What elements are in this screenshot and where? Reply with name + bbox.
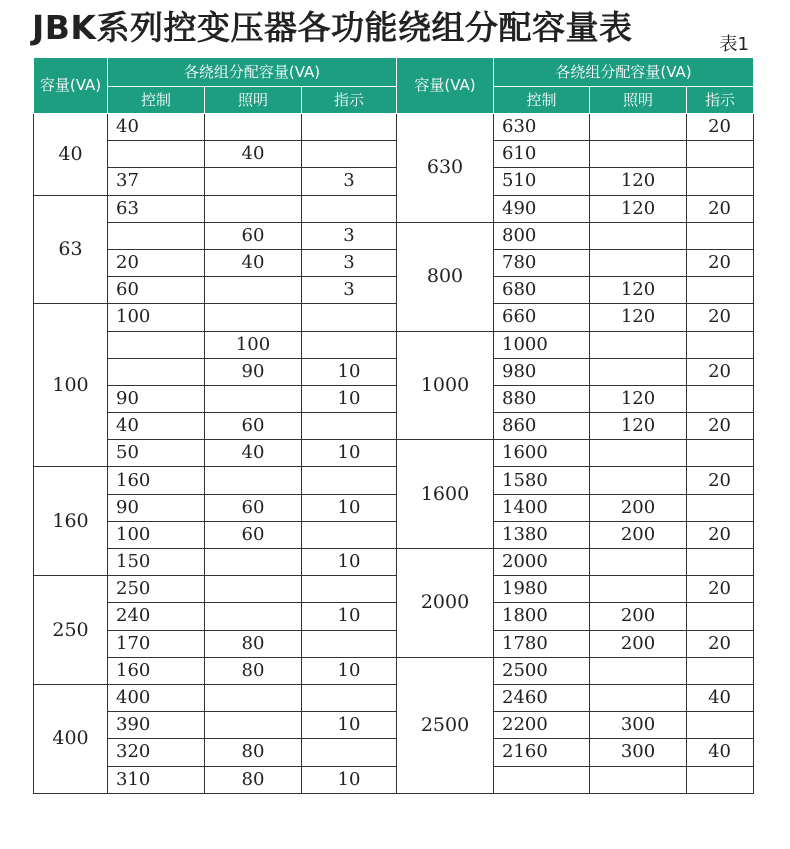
right-indicator-cell: 20 xyxy=(687,249,754,276)
left-control-cell: 310 xyxy=(108,766,205,793)
right-control-cell: 2000 xyxy=(494,549,590,576)
right-indicator-cell xyxy=(687,603,754,630)
left-indicator-cell: 10 xyxy=(302,712,397,739)
left-indicator-cell xyxy=(302,195,397,222)
left-lighting-cell: 40 xyxy=(205,440,302,467)
left-lighting-cell: 80 xyxy=(205,657,302,684)
right-indicator-cell: 40 xyxy=(687,684,754,711)
right-control-cell: 2500 xyxy=(494,657,590,684)
header-indicator-right: 指示 xyxy=(687,87,754,114)
left-lighting-cell: 60 xyxy=(205,494,302,521)
left-indicator-cell: 10 xyxy=(302,358,397,385)
left-control-cell: 37 xyxy=(108,168,205,195)
left-lighting-cell xyxy=(205,549,302,576)
left-control-cell: 20 xyxy=(108,249,205,276)
right-control-cell: 2200 xyxy=(494,712,590,739)
right-lighting-cell: 120 xyxy=(590,385,687,412)
right-indicator-cell xyxy=(687,440,754,467)
left-indicator-cell: 3 xyxy=(302,249,397,276)
right-lighting-cell: 300 xyxy=(590,739,687,766)
right-lighting-cell xyxy=(590,440,687,467)
left-lighting-cell xyxy=(205,576,302,603)
left-control-cell: 160 xyxy=(108,657,205,684)
right-control-cell: 800 xyxy=(494,222,590,249)
left-capacity-cell: 160 xyxy=(34,467,108,576)
left-control-cell: 170 xyxy=(108,630,205,657)
left-indicator-cell: 10 xyxy=(302,603,397,630)
left-control-cell: 63 xyxy=(108,195,205,222)
left-lighting-cell: 60 xyxy=(205,222,302,249)
table-row xyxy=(34,168,754,195)
right-control-cell: 630 xyxy=(494,114,590,141)
table-row xyxy=(34,467,754,494)
table-label: 表1 xyxy=(719,34,749,55)
right-indicator-cell: 20 xyxy=(687,114,754,141)
right-control-cell: 680 xyxy=(494,277,590,304)
table-row xyxy=(34,141,754,168)
right-indicator-cell: 20 xyxy=(687,521,754,548)
left-indicator-cell xyxy=(302,739,397,766)
right-lighting-cell xyxy=(590,141,687,168)
right-capacity-cell: 1600 xyxy=(397,440,494,549)
right-lighting-cell xyxy=(590,358,687,385)
right-lighting-cell: 300 xyxy=(590,712,687,739)
left-lighting-cell xyxy=(205,195,302,222)
left-lighting-cell xyxy=(205,304,302,331)
left-lighting-cell: 80 xyxy=(205,630,302,657)
left-control-cell xyxy=(108,222,205,249)
right-capacity-cell: 2500 xyxy=(397,657,494,793)
right-indicator-cell xyxy=(687,222,754,249)
right-lighting-cell xyxy=(590,249,687,276)
right-lighting-cell: 120 xyxy=(590,304,687,331)
table-row xyxy=(34,684,754,711)
right-control-cell: 610 xyxy=(494,141,590,168)
header-lighting-left: 照明 xyxy=(205,87,302,114)
header-capacity-right: 容量(VA) xyxy=(397,58,494,114)
right-lighting-cell xyxy=(590,467,687,494)
left-lighting-cell: 60 xyxy=(205,413,302,440)
right-indicator-cell: 20 xyxy=(687,467,754,494)
header-control-right: 控制 xyxy=(494,87,590,114)
right-lighting-cell: 200 xyxy=(590,603,687,630)
header-capacity-left: 容量(VA) xyxy=(34,58,108,114)
right-capacity-cell: 800 xyxy=(397,222,494,331)
left-control-cell: 150 xyxy=(108,549,205,576)
right-capacity-cell: 630 xyxy=(397,114,494,223)
left-indicator-cell xyxy=(302,304,397,331)
left-control-cell: 100 xyxy=(108,521,205,548)
right-indicator-cell xyxy=(687,168,754,195)
header-group-left: 各绕组分配容量(VA) xyxy=(108,58,397,87)
left-control-cell: 250 xyxy=(108,576,205,603)
table-row xyxy=(34,494,754,521)
left-control-cell: 50 xyxy=(108,440,205,467)
left-lighting-cell xyxy=(205,277,302,304)
left-capacity-cell: 250 xyxy=(34,576,108,685)
left-indicator-cell xyxy=(302,114,397,141)
left-lighting-cell: 90 xyxy=(205,358,302,385)
left-control-cell: 90 xyxy=(108,494,205,521)
right-indicator-cell xyxy=(687,549,754,576)
table-row xyxy=(34,630,754,657)
table-row xyxy=(34,331,754,358)
table-row xyxy=(34,114,754,141)
left-lighting-cell: 60 xyxy=(205,521,302,548)
table-row xyxy=(34,766,754,793)
right-lighting-cell: 200 xyxy=(590,630,687,657)
left-indicator-cell: 10 xyxy=(302,440,397,467)
subheader-row xyxy=(34,87,754,114)
table-row xyxy=(34,440,754,467)
left-indicator-cell: 10 xyxy=(302,657,397,684)
right-control-cell xyxy=(494,766,590,793)
right-indicator-cell xyxy=(687,712,754,739)
right-indicator-cell xyxy=(687,385,754,412)
left-lighting-cell: 40 xyxy=(205,249,302,276)
left-lighting-cell: 40 xyxy=(205,141,302,168)
capacity-table xyxy=(33,57,754,794)
right-indicator-cell xyxy=(687,331,754,358)
left-control-cell: 90 xyxy=(108,385,205,412)
right-control-cell: 2160 xyxy=(494,739,590,766)
right-indicator-cell xyxy=(687,141,754,168)
left-indicator-cell xyxy=(302,684,397,711)
left-indicator-cell: 10 xyxy=(302,549,397,576)
right-lighting-cell xyxy=(590,114,687,141)
right-indicator-cell: 20 xyxy=(687,358,754,385)
right-indicator-cell: 20 xyxy=(687,576,754,603)
left-indicator-cell xyxy=(302,331,397,358)
right-control-cell: 860 xyxy=(494,413,590,440)
left-indicator-cell xyxy=(302,630,397,657)
left-lighting-cell xyxy=(205,467,302,494)
right-indicator-cell: 20 xyxy=(687,630,754,657)
left-capacity-cell: 63 xyxy=(34,195,108,304)
right-indicator-cell: 40 xyxy=(687,739,754,766)
left-control-cell: 160 xyxy=(108,467,205,494)
left-indicator-cell: 3 xyxy=(302,277,397,304)
right-control-cell: 1780 xyxy=(494,630,590,657)
table-row xyxy=(34,413,754,440)
table-row xyxy=(34,739,754,766)
right-indicator-cell xyxy=(687,494,754,521)
left-lighting-cell xyxy=(205,712,302,739)
left-control-cell: 320 xyxy=(108,739,205,766)
header-group-right: 各绕组分配容量(VA) xyxy=(494,58,754,87)
right-indicator-cell xyxy=(687,657,754,684)
left-lighting-cell: 100 xyxy=(205,331,302,358)
left-lighting-cell: 80 xyxy=(205,739,302,766)
left-control-cell: 240 xyxy=(108,603,205,630)
table-row xyxy=(34,195,754,222)
right-control-cell: 880 xyxy=(494,385,590,412)
table-row xyxy=(34,576,754,603)
left-capacity-cell: 400 xyxy=(34,684,108,793)
left-indicator-cell xyxy=(302,141,397,168)
right-control-cell: 1380 xyxy=(494,521,590,548)
left-control-cell: 40 xyxy=(108,413,205,440)
right-lighting-cell: 120 xyxy=(590,168,687,195)
right-lighting-cell xyxy=(590,657,687,684)
page-title: JBK系列控变压器各功能绕组分配容量表 xyxy=(32,8,633,47)
left-control-cell xyxy=(108,331,205,358)
table-row xyxy=(34,603,754,630)
right-control-cell: 1000 xyxy=(494,331,590,358)
right-lighting-cell xyxy=(590,222,687,249)
right-lighting-cell: 120 xyxy=(590,413,687,440)
left-lighting-cell xyxy=(205,168,302,195)
right-control-cell: 1800 xyxy=(494,603,590,630)
left-control-cell xyxy=(108,358,205,385)
left-indicator-cell xyxy=(302,576,397,603)
table-row xyxy=(34,712,754,739)
left-lighting-cell xyxy=(205,385,302,412)
left-lighting-cell xyxy=(205,114,302,141)
header-control-left: 控制 xyxy=(108,87,205,114)
left-indicator-cell xyxy=(302,467,397,494)
right-control-cell: 1400 xyxy=(494,494,590,521)
right-indicator-cell: 20 xyxy=(687,195,754,222)
left-control-cell: 100 xyxy=(108,304,205,331)
header-lighting-right: 照明 xyxy=(590,87,687,114)
table-row xyxy=(34,277,754,304)
left-indicator-cell: 10 xyxy=(302,494,397,521)
table-row xyxy=(34,521,754,548)
table-row xyxy=(34,549,754,576)
right-lighting-cell: 200 xyxy=(590,521,687,548)
table-body xyxy=(34,58,754,794)
left-control-cell: 400 xyxy=(108,684,205,711)
header-indicator-left: 指示 xyxy=(302,87,397,114)
left-indicator-cell: 10 xyxy=(302,766,397,793)
right-control-cell: 1600 xyxy=(494,440,590,467)
right-lighting-cell xyxy=(590,549,687,576)
left-control-cell: 60 xyxy=(108,277,205,304)
left-capacity-cell: 100 xyxy=(34,304,108,467)
left-lighting-cell xyxy=(205,603,302,630)
right-indicator-cell xyxy=(687,277,754,304)
right-control-cell: 980 xyxy=(494,358,590,385)
right-capacity-cell: 2000 xyxy=(397,549,494,658)
right-lighting-cell xyxy=(590,684,687,711)
right-control-cell: 1980 xyxy=(494,576,590,603)
right-indicator-cell: 20 xyxy=(687,304,754,331)
left-control-cell: 40 xyxy=(108,114,205,141)
right-control-cell: 2460 xyxy=(494,684,590,711)
right-lighting-cell xyxy=(590,576,687,603)
left-control-cell xyxy=(108,141,205,168)
left-capacity-cell: 40 xyxy=(34,114,108,196)
table-row xyxy=(34,222,754,249)
right-indicator-cell xyxy=(687,766,754,793)
left-indicator-cell: 10 xyxy=(302,385,397,412)
table-row xyxy=(34,358,754,385)
table-row xyxy=(34,657,754,684)
right-lighting-cell: 120 xyxy=(590,277,687,304)
right-control-cell: 780 xyxy=(494,249,590,276)
table-row xyxy=(34,385,754,412)
left-control-cell: 390 xyxy=(108,712,205,739)
right-control-cell: 660 xyxy=(494,304,590,331)
right-control-cell: 490 xyxy=(494,195,590,222)
right-control-cell: 1580 xyxy=(494,467,590,494)
left-indicator-cell: 3 xyxy=(302,222,397,249)
left-lighting-cell xyxy=(205,684,302,711)
right-indicator-cell: 20 xyxy=(687,413,754,440)
right-lighting-cell: 200 xyxy=(590,494,687,521)
right-lighting-cell xyxy=(590,331,687,358)
left-lighting-cell: 80 xyxy=(205,766,302,793)
left-indicator-cell xyxy=(302,521,397,548)
header-row xyxy=(34,58,754,87)
right-lighting-cell: 120 xyxy=(590,195,687,222)
table-row xyxy=(34,249,754,276)
right-lighting-cell xyxy=(590,766,687,793)
right-capacity-cell: 1000 xyxy=(397,331,494,440)
table-row xyxy=(34,304,754,331)
left-indicator-cell xyxy=(302,413,397,440)
left-indicator-cell: 3 xyxy=(302,168,397,195)
right-control-cell: 510 xyxy=(494,168,590,195)
